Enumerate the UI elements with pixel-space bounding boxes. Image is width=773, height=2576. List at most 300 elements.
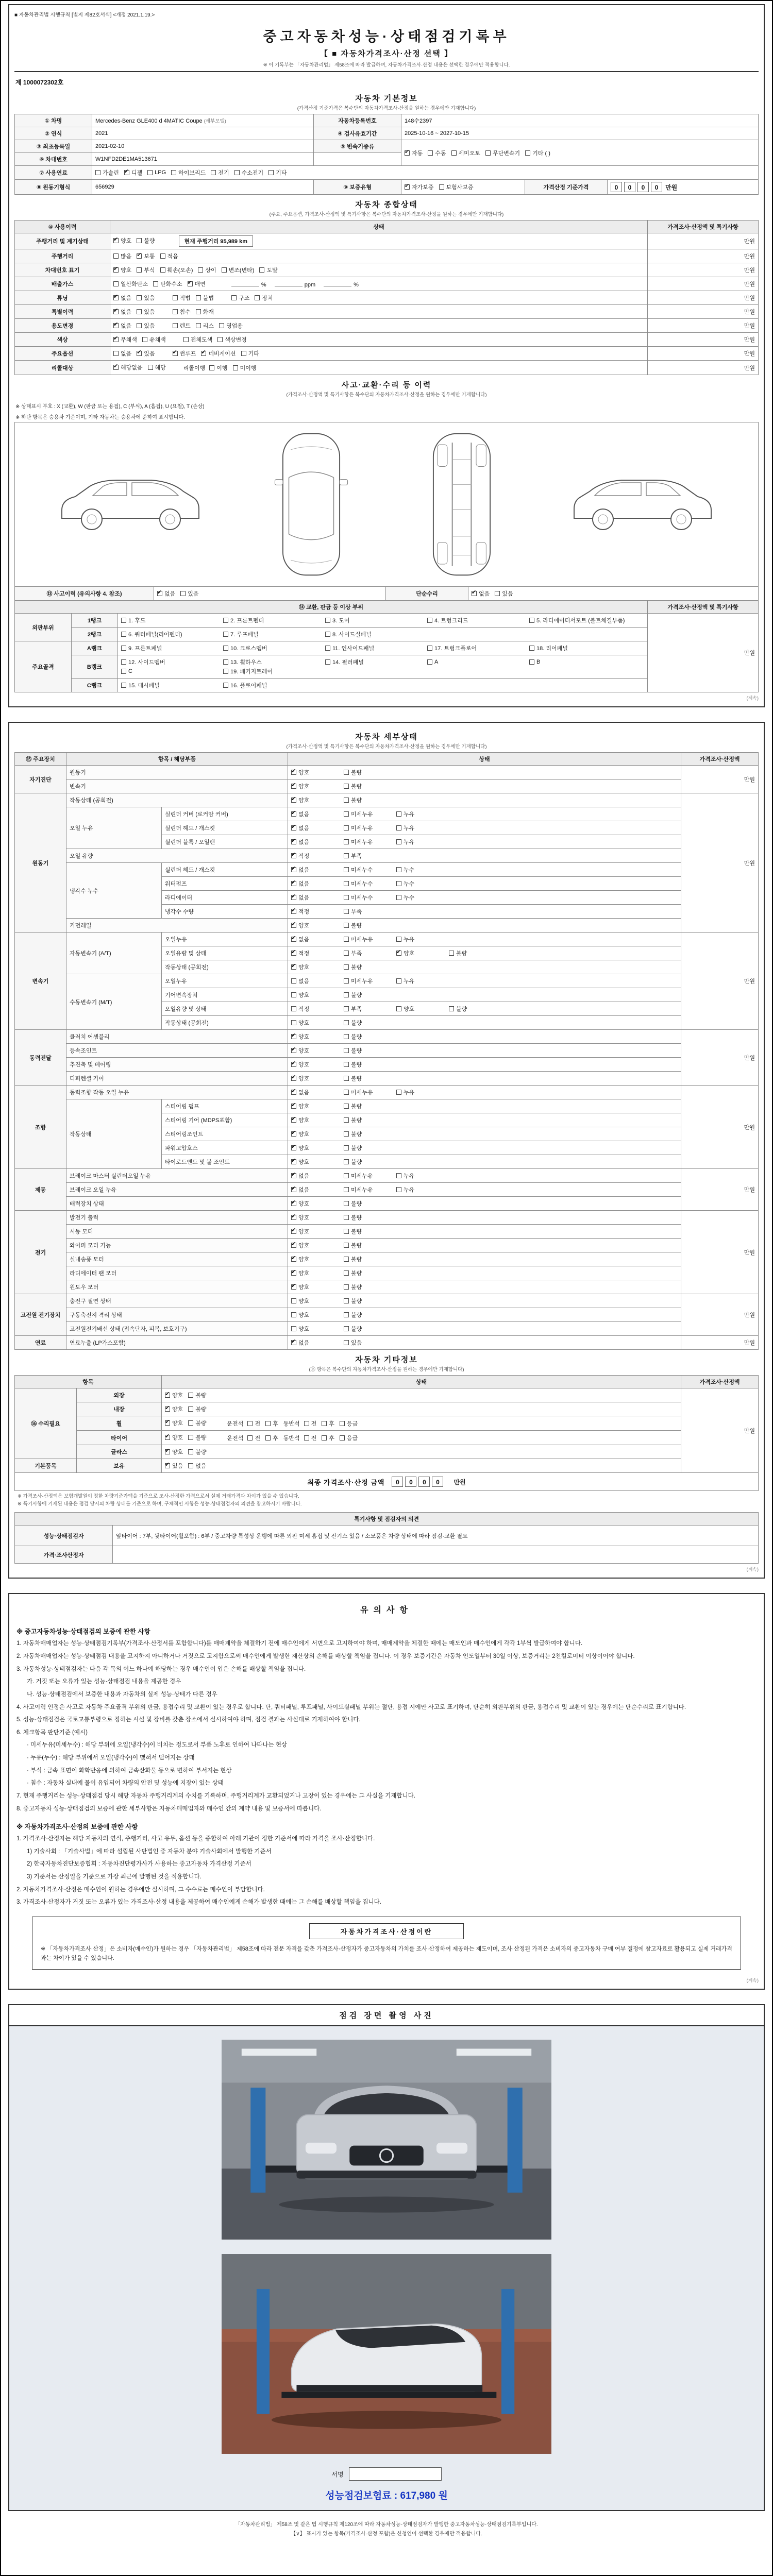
checkbox-label: 불량 xyxy=(351,770,362,776)
checkbox-option[interactable] xyxy=(291,1325,339,1333)
checkbox-option[interactable] xyxy=(160,266,193,274)
checkbox-option[interactable] xyxy=(165,1405,183,1413)
checkbox-option[interactable] xyxy=(259,266,277,274)
parts-category: 주요골격 xyxy=(15,641,72,692)
checkbox-option[interactable] xyxy=(291,796,339,804)
checkbox-option[interactable] xyxy=(344,768,391,776)
checkbox-option[interactable] xyxy=(472,589,490,598)
checkbox-option[interactable] xyxy=(439,183,474,191)
checkbox-option[interactable] xyxy=(157,589,175,598)
checkbox-option[interactable] xyxy=(173,308,191,316)
checkbox-option[interactable] xyxy=(344,838,391,846)
item-name: 와이퍼 모터 기능 xyxy=(66,1239,288,1252)
page-continuation-marker: (계속) xyxy=(746,696,759,701)
checkbox-option[interactable] xyxy=(304,1419,317,1428)
checkbox-option[interactable] xyxy=(137,252,155,260)
checkbox-label: 미세누유 xyxy=(351,825,373,832)
checkbox-box xyxy=(217,337,223,342)
checkbox-option[interactable] xyxy=(427,616,524,624)
checkbox-option[interactable] xyxy=(344,1311,391,1319)
checkbox-box xyxy=(344,881,349,886)
checkbox-option[interactable] xyxy=(137,308,155,316)
checkbox-option[interactable] xyxy=(396,1088,444,1096)
item-state xyxy=(288,793,681,807)
detail-row xyxy=(15,1225,759,1239)
checkbox-box xyxy=(165,1435,170,1440)
checkbox-option[interactable] xyxy=(142,335,166,344)
checkbox-option[interactable] xyxy=(405,183,434,191)
checkbox-label: 없음 xyxy=(298,978,310,985)
checkbox-option[interactable] xyxy=(180,589,198,598)
checkbox-option[interactable] xyxy=(291,1172,339,1180)
checkbox-label: 무단변속기 xyxy=(493,150,520,157)
checkbox-option[interactable] xyxy=(113,266,131,274)
checkbox-option[interactable] xyxy=(147,170,166,176)
checkbox-option[interactable] xyxy=(340,1434,358,1442)
checkbox-option[interactable] xyxy=(344,1241,391,1249)
checkbox-option[interactable] xyxy=(223,630,320,638)
checkbox-option[interactable] xyxy=(291,1158,339,1166)
checkbox-option[interactable] xyxy=(344,907,391,916)
checkbox-option[interactable] xyxy=(223,658,320,666)
checkbox-option[interactable] xyxy=(325,630,422,638)
checkbox-option[interactable] xyxy=(396,949,444,957)
checkbox-option[interactable] xyxy=(198,266,216,274)
checkbox-option[interactable] xyxy=(291,879,339,888)
checkbox-option[interactable] xyxy=(188,1433,206,1442)
checkbox-option[interactable] xyxy=(344,879,391,888)
checkbox-option[interactable] xyxy=(344,1005,391,1013)
item-state xyxy=(288,1099,681,1113)
checkbox-option[interactable] xyxy=(344,796,391,804)
checkbox-option[interactable] xyxy=(223,667,320,675)
table-header-row xyxy=(15,1376,759,1388)
checkbox-option[interactable] xyxy=(291,963,339,971)
exchange-repair-parts-table xyxy=(14,600,759,692)
simple-repair-label: 단순수리 xyxy=(386,587,468,601)
checkbox-box xyxy=(223,659,228,665)
checkbox-option[interactable] xyxy=(196,308,214,316)
checkbox-box xyxy=(396,951,401,956)
checkbox-box xyxy=(121,618,126,623)
checkbox-label: 있음 xyxy=(144,295,155,301)
checkbox-label: 부족 xyxy=(351,951,362,957)
etc-row xyxy=(15,1459,759,1473)
checkbox-option[interactable] xyxy=(265,1419,278,1428)
checkbox-option[interactable] xyxy=(344,1116,391,1124)
item-state xyxy=(288,1113,681,1127)
checkbox-option[interactable] xyxy=(201,349,236,358)
checkbox-option[interactable] xyxy=(291,1227,339,1235)
checkbox-option[interactable] xyxy=(121,630,218,638)
usage-item-label: 용도변경 xyxy=(15,319,110,333)
checkbox-group xyxy=(113,321,160,330)
checkbox-option[interactable] xyxy=(344,949,391,957)
checkbox-label: 불량 xyxy=(351,1034,362,1040)
checkbox-option[interactable] xyxy=(137,294,155,302)
device-name: 자기진단 xyxy=(15,766,66,793)
checkbox-option[interactable] xyxy=(344,1199,391,1208)
checkbox-option[interactable] xyxy=(121,681,218,689)
checkbox-option[interactable] xyxy=(188,1462,206,1470)
checkbox-option[interactable] xyxy=(291,1269,339,1277)
checkbox-box xyxy=(427,618,432,623)
checkbox-option[interactable] xyxy=(427,659,524,665)
item-state xyxy=(288,1044,681,1058)
checkbox-box xyxy=(304,1435,309,1440)
checkbox-option[interactable] xyxy=(137,321,155,330)
checkbox-option[interactable] xyxy=(485,149,520,157)
checkbox-option[interactable] xyxy=(188,1391,206,1399)
checkbox-option[interactable] xyxy=(344,1213,391,1222)
checkbox-label: 누수 xyxy=(404,867,415,873)
checkbox-label: 없음 xyxy=(121,295,132,301)
checkbox-option[interactable] xyxy=(255,294,273,302)
checkbox-option[interactable] xyxy=(113,335,137,344)
checkbox-option[interactable] xyxy=(291,838,339,846)
checkbox-option[interactable] xyxy=(344,1338,391,1347)
checkbox-option[interactable] xyxy=(344,1297,391,1305)
checkbox-option[interactable] xyxy=(219,321,243,330)
checkbox-box xyxy=(344,1006,349,1011)
checkbox-option[interactable] xyxy=(291,1185,339,1194)
checkbox-option[interactable] xyxy=(291,1060,339,1069)
checkbox-option[interactable] xyxy=(121,616,218,624)
checkbox-box xyxy=(325,646,330,651)
checkbox-option[interactable] xyxy=(291,1005,339,1013)
price-cell: 만원 xyxy=(648,305,759,319)
checkbox-option[interactable] xyxy=(495,589,513,598)
checkbox-option[interactable] xyxy=(211,168,229,177)
checkbox-option[interactable] xyxy=(121,668,218,674)
checkbox-option[interactable] xyxy=(291,1032,339,1041)
checkbox-label: 불량 xyxy=(351,1257,362,1263)
checkbox-option[interactable] xyxy=(344,782,391,790)
checkbox-option[interactable] xyxy=(291,1311,339,1319)
price-digit-box: 0 xyxy=(418,1477,430,1487)
checkbox-option[interactable] xyxy=(344,852,391,860)
price-cell: 만원 xyxy=(648,233,759,249)
checkbox-option[interactable] xyxy=(247,1419,260,1428)
checkbox-option[interactable] xyxy=(291,1213,339,1222)
checkbox-option[interactable] xyxy=(241,349,259,358)
checkbox-option[interactable] xyxy=(344,1102,391,1110)
checkbox-option[interactable] xyxy=(529,659,626,665)
checkbox-option[interactable] xyxy=(344,1158,391,1166)
checkbox-option[interactable] xyxy=(234,168,264,177)
checkbox-option[interactable] xyxy=(344,1130,391,1138)
sub-item-name: 냉각수 수량 xyxy=(162,905,288,919)
checkbox-option[interactable] xyxy=(188,280,206,288)
checkbox-option[interactable] xyxy=(291,1130,339,1138)
checkbox-label: 전 xyxy=(255,1435,261,1442)
checkbox-option[interactable] xyxy=(137,349,155,358)
checkbox-option[interactable] xyxy=(223,644,320,652)
checkbox-option[interactable] xyxy=(291,1338,339,1347)
checkbox-option[interactable] xyxy=(121,658,218,666)
checkbox-option[interactable] xyxy=(231,294,249,302)
checkbox-option[interactable] xyxy=(325,644,422,652)
item-state xyxy=(288,1127,681,1141)
checkbox-option[interactable] xyxy=(196,321,214,330)
item-state xyxy=(288,1002,681,1016)
checkbox-box xyxy=(291,1006,296,1011)
checkbox-option[interactable] xyxy=(396,824,444,832)
checkbox-option[interactable] xyxy=(344,977,391,985)
checkbox-option[interactable] xyxy=(165,1391,183,1399)
etc-item-state xyxy=(162,1431,681,1445)
checkbox-group xyxy=(113,293,160,302)
checkbox-option[interactable] xyxy=(344,1172,391,1180)
checkbox-option[interactable] xyxy=(291,1144,339,1152)
checkbox-option[interactable] xyxy=(173,349,196,358)
device-name: 조향 xyxy=(15,1086,66,1169)
checkbox-option[interactable] xyxy=(113,321,131,330)
checkbox-option[interactable] xyxy=(344,866,391,874)
checkbox-label: LPG xyxy=(155,170,166,176)
checkbox-option[interactable] xyxy=(165,1448,183,1456)
checkbox-option[interactable] xyxy=(344,1074,391,1082)
state-column-header: 상태 xyxy=(162,1376,681,1388)
checkbox-option[interactable] xyxy=(529,644,626,652)
checkbox-option[interactable] xyxy=(344,1019,391,1027)
checkbox-option[interactable] xyxy=(233,364,257,372)
checkbox-box xyxy=(291,1131,296,1137)
checkbox-option[interactable] xyxy=(173,294,191,302)
checkbox-option[interactable] xyxy=(344,1088,391,1096)
checkbox-option[interactable] xyxy=(529,616,626,624)
engine-type-label: ⑧ 원동기형식 xyxy=(15,180,92,195)
checkbox-box xyxy=(525,150,530,156)
inline-label: 운전석 xyxy=(227,1435,244,1442)
checkbox-option[interactable] xyxy=(160,252,178,260)
checkbox-label: 기타 xyxy=(248,351,259,357)
checkbox-option[interactable] xyxy=(291,768,339,776)
checkbox-label: 7. 루프패널 xyxy=(230,632,259,638)
parts-rank: 1랭크 xyxy=(72,614,118,628)
checkbox-option[interactable] xyxy=(344,921,391,929)
checkbox-box xyxy=(396,867,401,872)
checkbox-option[interactable] xyxy=(396,810,444,818)
checkbox-option[interactable] xyxy=(396,1172,444,1180)
checkbox-option[interactable] xyxy=(291,1241,339,1249)
checkbox-option[interactable] xyxy=(165,1419,183,1427)
checkbox-box xyxy=(344,1187,349,1192)
checkbox-label: 양호 xyxy=(121,267,132,274)
checkbox-option[interactable] xyxy=(121,644,218,652)
checkbox-option[interactable] xyxy=(291,866,339,874)
checkbox-option[interactable] xyxy=(113,236,131,245)
checkbox-box xyxy=(291,798,296,803)
checkbox-option[interactable] xyxy=(396,866,444,874)
checkbox-option[interactable] xyxy=(322,1419,334,1428)
appraiser-role-label: 가격·조사산정자 xyxy=(15,1546,113,1564)
checkbox-option[interactable] xyxy=(291,1116,339,1124)
checkbox-option[interactable] xyxy=(188,1419,206,1427)
car-name-submodel: (세부모델) xyxy=(204,118,226,124)
checkbox-option[interactable] xyxy=(173,321,191,330)
checkbox-option[interactable] xyxy=(95,168,119,177)
checkbox-option[interactable] xyxy=(325,616,422,624)
checkbox-option[interactable] xyxy=(291,1019,339,1027)
checkbox-option[interactable] xyxy=(171,168,206,177)
checkbox-option[interactable] xyxy=(153,280,182,288)
checkbox-option[interactable] xyxy=(291,782,339,790)
checkbox-option[interactable] xyxy=(113,308,131,316)
checkbox-option[interactable] xyxy=(291,893,339,902)
checkbox-box xyxy=(137,351,142,356)
checkbox-option[interactable] xyxy=(291,1046,339,1055)
checkbox-option[interactable] xyxy=(325,658,422,666)
checkbox-option[interactable] xyxy=(165,1462,183,1470)
checkbox-option[interactable] xyxy=(344,810,391,818)
checkbox-option[interactable] xyxy=(137,236,155,245)
checkbox-option[interactable] xyxy=(222,266,255,274)
checkbox-option[interactable] xyxy=(396,977,444,985)
checkbox-option[interactable] xyxy=(344,1060,391,1069)
checkbox-box xyxy=(259,267,264,273)
checkbox-option[interactable] xyxy=(449,1005,496,1013)
checkbox-option[interactable] xyxy=(344,963,391,971)
notice-list-warranty xyxy=(14,1639,759,1814)
checkbox-label: 양호 xyxy=(298,1159,310,1165)
checkbox-option[interactable] xyxy=(188,1405,206,1413)
checkbox-option[interactable] xyxy=(291,1088,339,1096)
checkbox-option[interactable] xyxy=(113,280,148,288)
signature-field[interactable] xyxy=(349,2467,442,2481)
checkbox-label: 적정 xyxy=(298,1006,310,1012)
checkbox-option[interactable] xyxy=(137,266,155,274)
checkbox-option[interactable] xyxy=(344,824,391,832)
checkbox-option[interactable] xyxy=(291,921,339,929)
checkbox-option[interactable] xyxy=(304,1434,317,1442)
checkbox-option[interactable] xyxy=(247,1434,260,1442)
checkbox-option[interactable] xyxy=(223,681,320,689)
usage-item-state xyxy=(110,233,648,249)
checkbox-option[interactable] xyxy=(451,149,481,157)
checkbox-option[interactable] xyxy=(396,893,444,902)
checkbox-option[interactable] xyxy=(148,363,166,371)
checkbox-box xyxy=(344,825,349,831)
checkbox-option[interactable] xyxy=(449,949,496,957)
checkbox-box xyxy=(255,295,260,300)
checkbox-option[interactable] xyxy=(344,893,391,902)
checkbox-option[interactable] xyxy=(209,364,227,372)
checkbox-label: 양호 xyxy=(298,1215,310,1221)
checkbox-option[interactable] xyxy=(291,907,339,916)
checkbox-option[interactable] xyxy=(268,168,287,177)
checkbox-option[interactable] xyxy=(291,1199,339,1208)
checkbox-option[interactable] xyxy=(322,1434,334,1442)
checkbox-box xyxy=(304,1421,309,1426)
item-name: 시동 모터 xyxy=(66,1225,288,1239)
checkbox-option[interactable] xyxy=(291,810,339,818)
item-state xyxy=(288,779,681,793)
checkbox-option[interactable] xyxy=(427,644,524,652)
checkbox-option[interactable] xyxy=(291,1283,339,1291)
checkbox-option[interactable] xyxy=(291,1297,339,1305)
state-code-legend: ※ 상태표시 부호 : X (교환), W (판금 또는 용접), C (부식), A (흠집), U (요철), T (손상) xyxy=(15,404,205,410)
checkbox-option[interactable] xyxy=(291,977,339,985)
checkbox-option[interactable] xyxy=(396,838,444,846)
checkbox-option[interactable] xyxy=(217,335,247,344)
checkbox-option[interactable] xyxy=(344,1269,391,1277)
checkbox-option[interactable] xyxy=(291,852,339,860)
checkbox-box xyxy=(291,1062,296,1067)
item-state xyxy=(288,1169,681,1183)
checkbox-option[interactable] xyxy=(291,991,339,999)
checkbox-option[interactable] xyxy=(405,149,423,157)
checkbox-label: 불량 xyxy=(351,1298,362,1304)
checkbox-option[interactable] xyxy=(344,1283,391,1291)
sub-item-name: 오일유량 및 상태 xyxy=(162,1002,288,1016)
checkbox-option[interactable] xyxy=(428,149,446,157)
checkbox-option[interactable] xyxy=(344,1185,391,1194)
checkbox-option[interactable] xyxy=(344,1046,391,1055)
checkbox-option[interactable] xyxy=(196,294,214,302)
notice-subheading-appraisal: ※ 자동차가격조사·산정의 보증에 관한 사항 xyxy=(16,1823,138,1831)
price-column-header: 가격조사·산정액 xyxy=(681,753,759,766)
checkbox-label: 자가보증 xyxy=(412,184,434,191)
checkbox-option[interactable] xyxy=(396,935,444,943)
checkbox-option[interactable] xyxy=(340,1419,358,1428)
legal-footer xyxy=(8,2518,765,2544)
checkbox-option[interactable] xyxy=(344,1032,391,1041)
checkbox-option[interactable] xyxy=(396,879,444,888)
checkbox-option[interactable] xyxy=(188,1448,206,1456)
checkbox-option[interactable] xyxy=(291,949,339,957)
checkbox-option[interactable] xyxy=(525,149,550,157)
checkbox-label: 일산화탄소 xyxy=(121,281,148,287)
checkbox-option[interactable] xyxy=(344,935,391,943)
checkbox-option[interactable] xyxy=(165,1433,183,1442)
price-cell: 만원 xyxy=(648,291,759,305)
item-state xyxy=(288,988,681,1002)
checkbox-option[interactable] xyxy=(113,363,143,371)
checkbox-option[interactable] xyxy=(344,991,391,999)
document-subtitle: 【 ■ 자동차가격조사·산정 선택 】 xyxy=(320,49,453,58)
checkbox-label: 13. 휠하우스 xyxy=(230,659,262,666)
checkbox-option[interactable] xyxy=(291,935,339,943)
checkbox-option[interactable] xyxy=(124,168,142,177)
checkbox-option[interactable] xyxy=(113,252,131,260)
checkbox-option[interactable] xyxy=(183,335,213,344)
checkbox-option[interactable] xyxy=(396,1185,444,1194)
checkbox-option[interactable] xyxy=(291,1074,339,1082)
inline-label: 동반석 xyxy=(283,1421,300,1427)
checkbox-box xyxy=(451,150,457,156)
checkbox-option[interactable] xyxy=(396,1005,444,1013)
checkbox-option[interactable] xyxy=(344,1227,391,1235)
checkbox-option[interactable] xyxy=(291,1255,339,1263)
checkbox-option[interactable] xyxy=(291,1102,339,1110)
checkbox-label: 불량 xyxy=(195,1420,207,1427)
checkbox-option[interactable] xyxy=(291,824,339,832)
checkbox-option[interactable] xyxy=(113,349,131,358)
checkbox-option[interactable] xyxy=(344,1255,391,1263)
checkbox-option[interactable] xyxy=(344,1325,391,1333)
checkbox-option[interactable] xyxy=(113,294,131,302)
checkbox-box xyxy=(196,295,201,300)
checkbox-option[interactable] xyxy=(223,616,320,624)
overall-condition-table xyxy=(14,220,759,375)
checkbox-option[interactable] xyxy=(344,1144,391,1152)
inspector-opinion-table xyxy=(14,1512,759,1564)
checkbox-label: 색상변경 xyxy=(225,337,247,343)
checkbox-box xyxy=(495,591,500,596)
checkbox-box xyxy=(121,669,126,674)
checkbox-option[interactable] xyxy=(265,1434,278,1442)
